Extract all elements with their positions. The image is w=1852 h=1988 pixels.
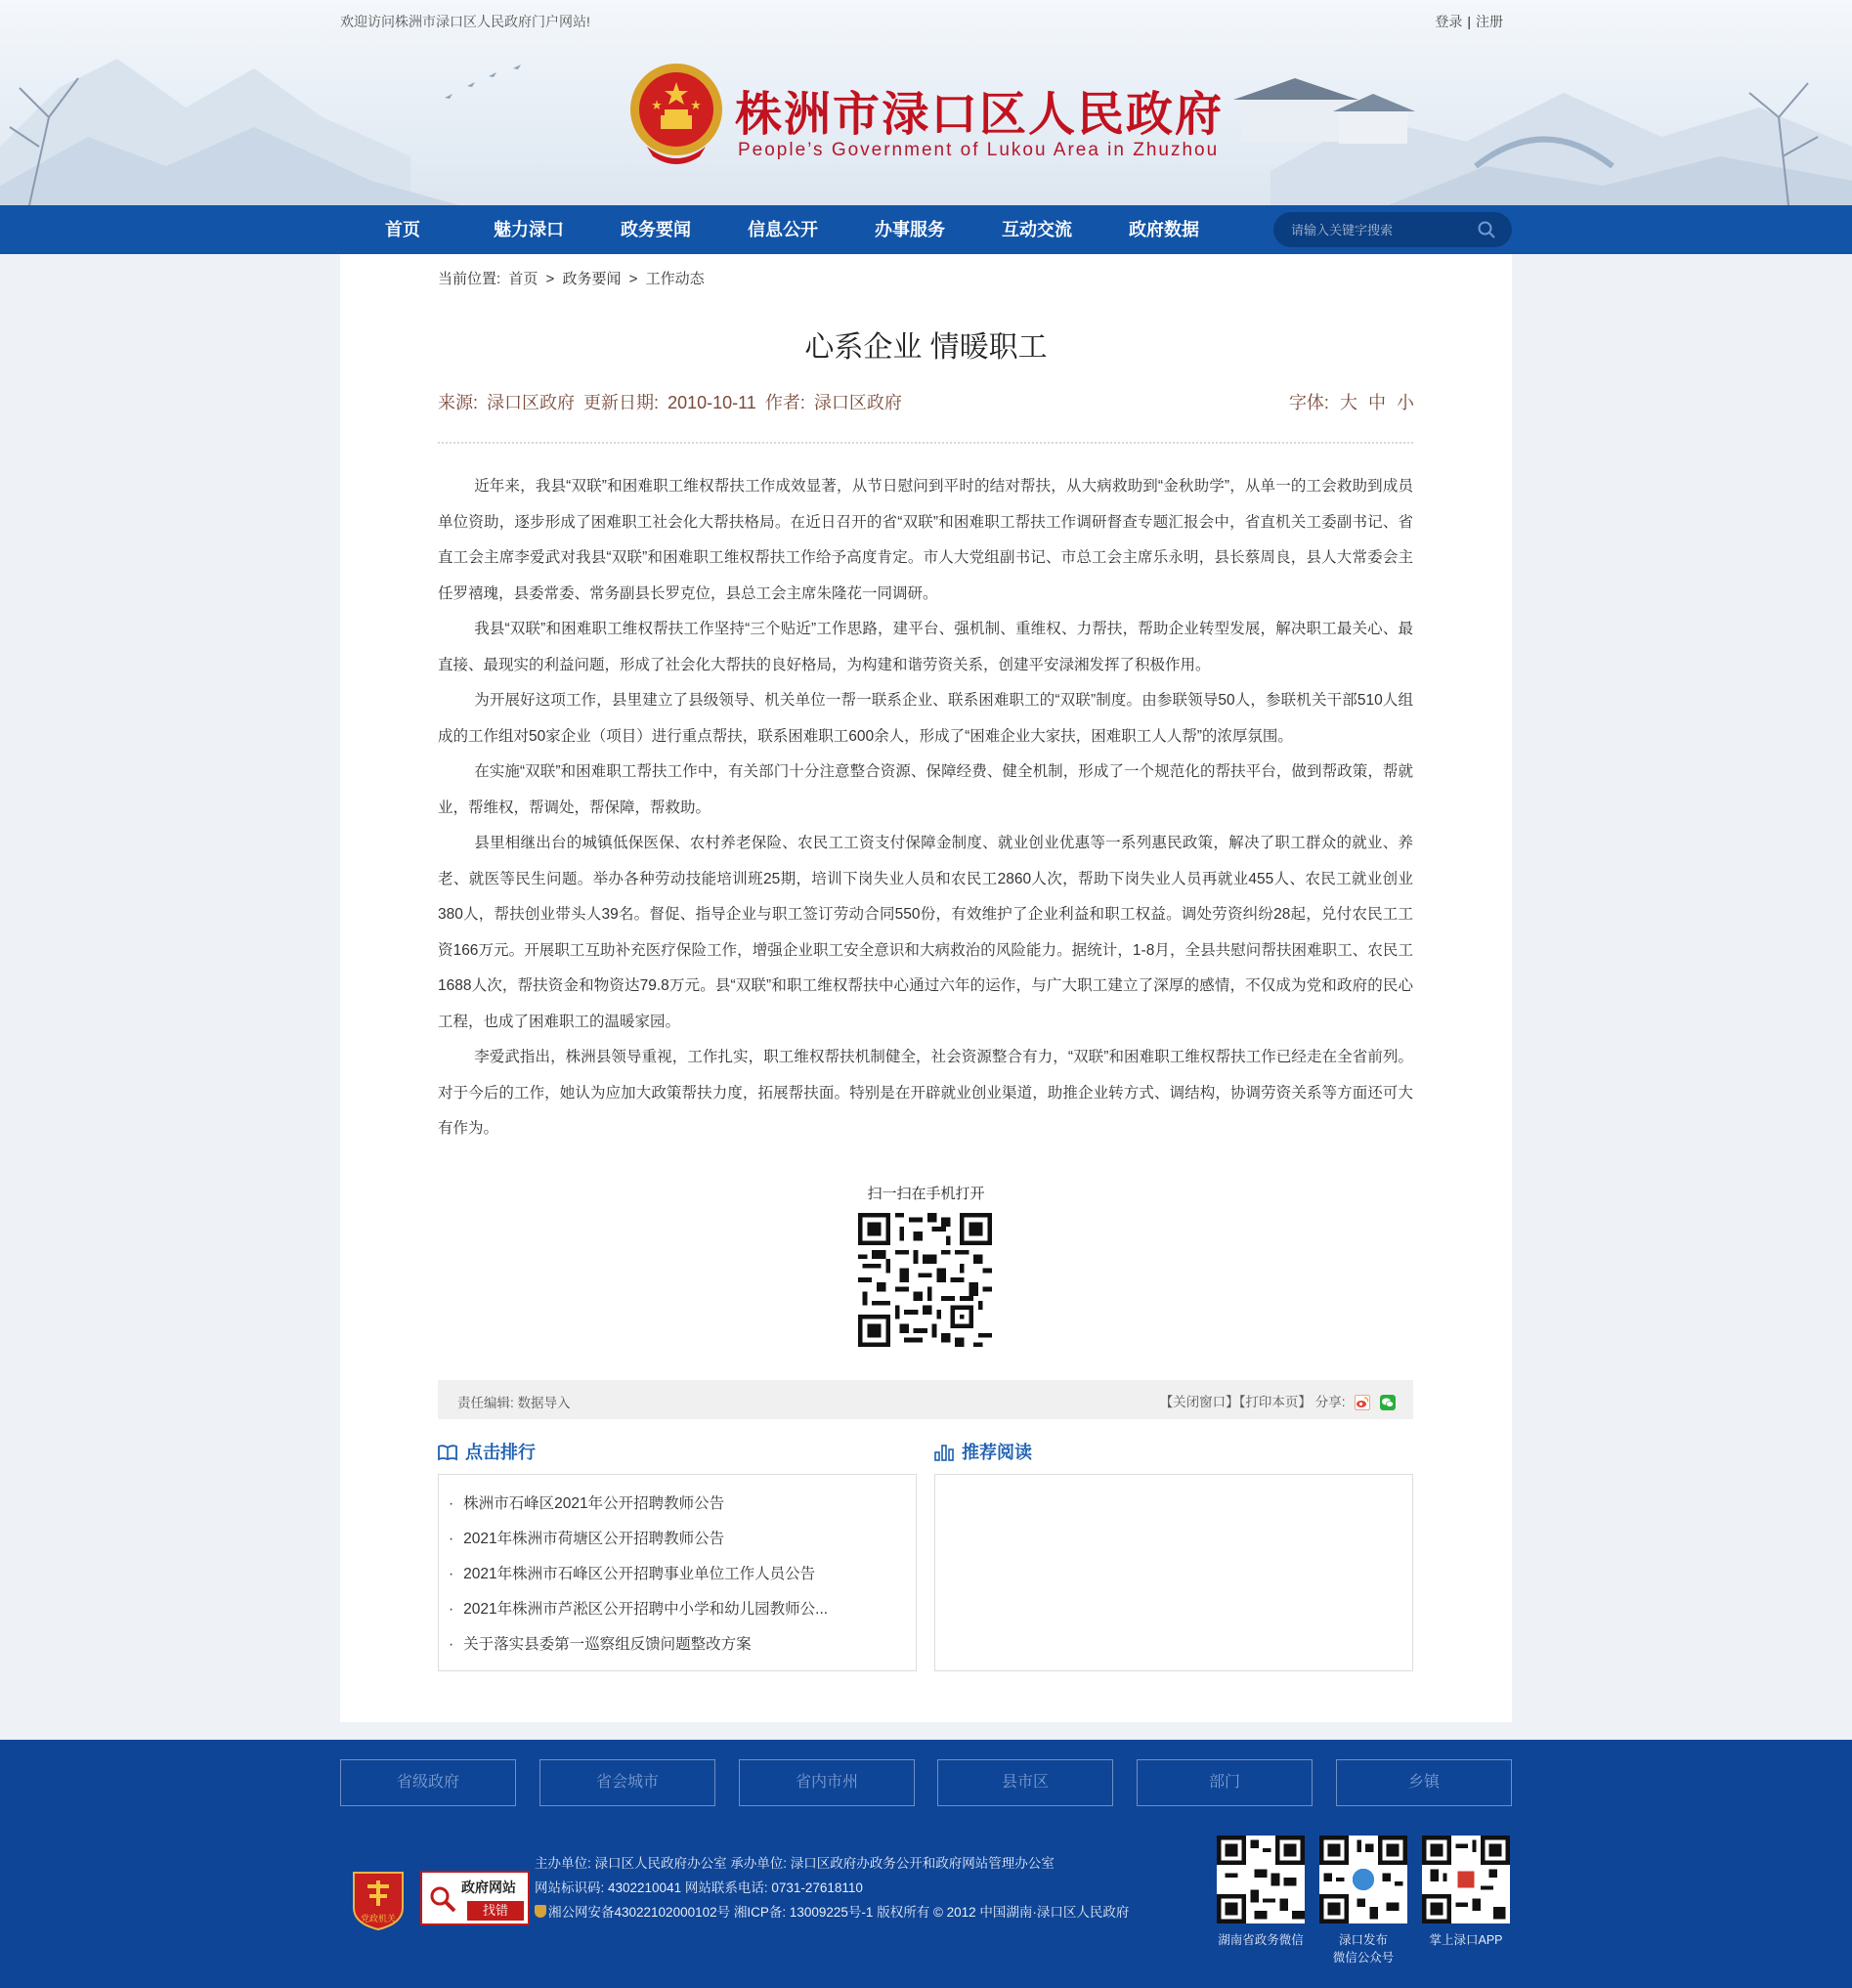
font-size-label: 字体: <box>1288 393 1329 412</box>
lukou-app-qr-icon <box>1422 1836 1510 1923</box>
register-link[interactable]: 注册 <box>1476 14 1503 29</box>
article-paragraph: 县里相继出台的城镇低保医保、农村养老保险、农民工工资支付保障金制度、就业创业优惠等一系列惠民政策，解决了职工群众的就业、养老、就医等民生问题。举办各种劳动技能培训班25期，培训下岗失业人员和农民工2860人次，帮助下岗失业人员再就业455人、农民工就业创业380人，帮扶创业带头人39名。督促、指导企业与职工签订劳动合同550份，有效维护了企业利益和职工权益。调处劳资纠纷28起，兑付农民工工资166万元。开展职工互助补充医疗保险工作，增强企业职工安全意识和大病救治的风险能力。据统计，1-8月，全县共慰问帮扶困难职工、农民工1688人次，帮扶资金和物资达79.8万元。县“双联”和职工维权帮扶中心通过六年的运作，与广大职工建立了深厚的感情，不仅成为党和政府的民心工程，也成了困难职工的温暖家园。 <box>438 835 1413 1030</box>
qr-caption-lukou-release: 渌口发布 微信公众号 <box>1332 1933 1395 1965</box>
ranking-item-title: 2021年株洲市荷塘区公开招聘教师公告 <box>463 1531 725 1547</box>
nav-information-disclosure[interactable]: 信息公开 <box>748 220 818 239</box>
font-size-switcher <box>1289 389 1414 414</box>
qr-caption-lukou-app: 掌上渌口APP <box>1429 1933 1503 1947</box>
welcome-text: 欢迎访问株洲市渌口区人民政府门户网站! <box>340 14 590 29</box>
ranking-list <box>439 1475 916 1663</box>
list-item[interactable]: · 2021年株洲市石峰区公开招聘事业单位工作人员公告 <box>449 1566 816 1582</box>
error-report-label: 找错 <box>467 1901 524 1921</box>
magnifier-icon <box>428 1884 457 1914</box>
breadcrumb <box>438 268 709 288</box>
badge-text: 党政机关 <box>360 1915 397 1924</box>
article-body <box>438 469 1413 1147</box>
recommend-header <box>934 1439 1032 1464</box>
list-item[interactable]: · 株洲市石峰区2021年公开招聘教师公告 <box>449 1495 725 1512</box>
footer-link-capital-cities[interactable]: 省会城市 <box>539 1759 715 1806</box>
ranking-item-title: 2021年株洲市石峰区公开招聘事业单位工作人员公告 <box>463 1566 816 1582</box>
list-item[interactable]: · 关于落实县委第一巡察组反馈问题整改方案 <box>449 1636 752 1653</box>
close-window-link[interactable]: 【关闭窗口】 <box>1159 1395 1239 1409</box>
breadcrumb-separator: > <box>545 271 555 287</box>
ranking-item-title: 株洲市石峰区2021年公开招聘教师公告 <box>463 1495 725 1512</box>
print-page-link[interactable]: 【打印本页】 <box>1238 1395 1312 1409</box>
article-paragraph: 李爱武指出，株洲县领导重视，工作扎实，职工维权帮扶机制健全，社会资源整合有力，“双联”和困难职工维权帮扶工作已经走在全省前列。对于今后的工作，她认为应加大政策帮扶力度，拓展帮扶面。特别是在开辟就业创业渠道，助推企业转方式、调结构，协调劳资关系等方面还可大有作为。 <box>438 1049 1413 1137</box>
party-government-badge-icon[interactable] <box>350 1867 407 1931</box>
record-text: 湘公网安备43022102000102号 湘ICP备: 13009225号-1 版权所有 © 2012 中国湖南·渌口区人民政府 <box>548 1905 1130 1920</box>
weibo-share-icon[interactable] <box>1355 1395 1370 1410</box>
breadcrumb-work-updates[interactable]: 工作动态 <box>645 271 705 287</box>
list-item[interactable]: · 2021年株洲市荷塘区公开招聘教师公告 <box>449 1531 725 1547</box>
account-separator: | <box>1467 14 1471 29</box>
site-subtitle: People’s Government of Lukou Area in Zhuzhou <box>738 140 1220 160</box>
responsible-editor: 责任编辑: 数据导入 <box>457 1396 571 1410</box>
search-box <box>1273 212 1512 247</box>
breadcrumb-separator: > <box>628 271 638 287</box>
ranking-title: 点击排行 <box>465 1443 536 1462</box>
font-size-small[interactable]: 小 <box>1397 393 1414 412</box>
site-header <box>0 0 1852 205</box>
login-link[interactable]: 登录 <box>1435 14 1463 29</box>
account-links <box>1435 12 1503 31</box>
ranking-header <box>438 1439 536 1464</box>
wechat-share-icon[interactable] <box>1380 1395 1396 1410</box>
breadcrumb-government-news[interactable]: 政务要闻 <box>562 271 622 287</box>
police-shield-icon <box>535 1905 546 1918</box>
recommend-title: 推荐阅读 <box>962 1443 1032 1462</box>
bar-chart-icon <box>934 1444 954 1461</box>
ranking-item-title: 关于落实县委第一巡察组反馈问题整改方案 <box>463 1636 752 1653</box>
footer-link-provincial-government[interactable]: 省级政府 <box>340 1759 516 1806</box>
font-size-large[interactable]: 大 <box>1339 393 1357 412</box>
ranking-item-title: 2021年株洲市芦淞区公开招聘中小学和幼儿园教师公... <box>463 1601 829 1618</box>
open-book-icon <box>438 1444 457 1461</box>
article-paragraph: 为开展好这项工作，县里建立了县级领导、机关单位一帮一联系企业、联系困难职工的“双联”制度。由参联领导50人，参联机关干部510人组成的工作组对50家企业（项目）进行重点帮扶，联系困难职工600余人，形成了“困难企业大家扶，困难职工人人帮”的浓厚氛围。 <box>438 692 1413 745</box>
article-actions <box>1160 1391 1396 1410</box>
qr-caption-hunan-wechat: 湖南省政务微信 <box>1218 1933 1304 1947</box>
dotted-divider <box>438 442 1413 444</box>
source-value: 渌口区政府 <box>487 393 576 412</box>
share-label: 分享: <box>1314 1395 1346 1409</box>
lukou-release-qr-icon <box>1319 1836 1407 1923</box>
source-label: 来源: <box>438 393 479 412</box>
search-input[interactable] <box>1291 220 1467 239</box>
author-value: 渌口区政府 <box>813 393 902 412</box>
article-paragraph: 我县“双联”和困难职工维权帮扶工作坚持“三个贴近”工作思路，建平台、强机制、重维权、力帮扶，帮助企业转型发展，解决职工最关心、最直接、最现实的利益问题，形成了社会化大帮扶的良好格局，为构建和谐劳资关系，创建平安渌湘发挥了积极作用。 <box>438 621 1413 673</box>
list-item[interactable]: · 2021年株洲市芦淞区公开招聘中小学和幼儿园教师公... <box>449 1601 829 1618</box>
website-error-report-button[interactable] <box>420 1871 530 1925</box>
nav-home[interactable]: 首页 <box>385 220 420 239</box>
national-emblem-icon[interactable] <box>625 61 727 170</box>
date-value: 2010-10-11 <box>668 393 756 412</box>
breadcrumb-label: 当前位置: <box>438 271 501 287</box>
content-panel <box>340 254 1512 1722</box>
article-paragraph: 在实施“双联”和困难职工帮扶工作中，有关部门十分注意整合资源、保障经费、健全机制，形成了一个规范化的帮扶平台，做到帮政策，帮就业，帮维权，帮调处，帮保障，帮救助。 <box>438 763 1413 816</box>
recommend-list-box <box>934 1474 1413 1671</box>
site-footer <box>0 1740 1852 1988</box>
article-footer-bar <box>438 1380 1413 1419</box>
date-label: 更新日期: <box>583 393 660 412</box>
article-meta <box>438 389 906 414</box>
font-size-medium[interactable]: 中 <box>1367 393 1386 412</box>
footer-link-towns[interactable]: 乡镇 <box>1336 1759 1512 1806</box>
search-icon[interactable] <box>1477 220 1496 239</box>
main-navigation <box>0 205 1852 254</box>
nav-government-news[interactable]: 政务要闻 <box>621 220 691 239</box>
footer-link-province-cities[interactable]: 省内市州 <box>739 1759 915 1806</box>
footer-link-departments[interactable]: 部门 <box>1137 1759 1313 1806</box>
site-title: 株洲市渌口区人民政府 <box>735 87 1225 142</box>
hunan-wechat-qr-icon <box>1217 1836 1305 1923</box>
site-code-text: 网站标识码: 4302210041 网站联系电话: 0731-27618110 <box>535 1880 863 1895</box>
host-unit-text: 主办单位: 渌口区人民政府办公室 承办单位: 渌口区政府办政务公开和政府网站管理办公室 <box>535 1856 1055 1871</box>
article-title: 心系企业 情暖职工 <box>804 331 1048 364</box>
nav-government-data[interactable]: 政府数据 <box>1129 220 1199 239</box>
ranking-list-box <box>438 1474 917 1671</box>
article-qr-code-icon <box>858 1213 992 1347</box>
footer-info <box>535 1851 1129 1924</box>
footer-link-counties[interactable]: 县市区 <box>937 1759 1113 1806</box>
breadcrumb-home[interactable]: 首页 <box>508 271 538 287</box>
article-paragraph: 近年来，我县“双联”和困难职工维权帮扶工作成效显著，从节日慰问到平时的结对帮扶，从大病救助到“金秋助学”，从单一的工会救助到成员单位资助，逐步形成了困难职工社会化大帮扶格局。在近日召开的省“双联”和困难职工帮扶工作调研督查专题汇报会中，省直机关工委副书记、省直工会主席李爱武对我县“双联”和困难职工维权帮扶工作给予高度肯定。市人大党组副书记、市总工会主席乐永明，县长蔡周良，县人大常委会主任罗禧瑰，县委常委、常务副县长罗克位，县总工会主席朱隆花一同调研。 <box>438 478 1413 602</box>
error-report-title: 政府网站 <box>461 1880 516 1895</box>
nav-services[interactable]: 办事服务 <box>875 220 945 239</box>
nav-interaction[interactable]: 互动交流 <box>1002 220 1072 239</box>
qr-caption: 扫一扫在手机打开 <box>867 1186 985 1202</box>
nav-charm-lukou[interactable]: 魅力渌口 <box>494 220 564 239</box>
author-label: 作者: <box>764 393 805 412</box>
